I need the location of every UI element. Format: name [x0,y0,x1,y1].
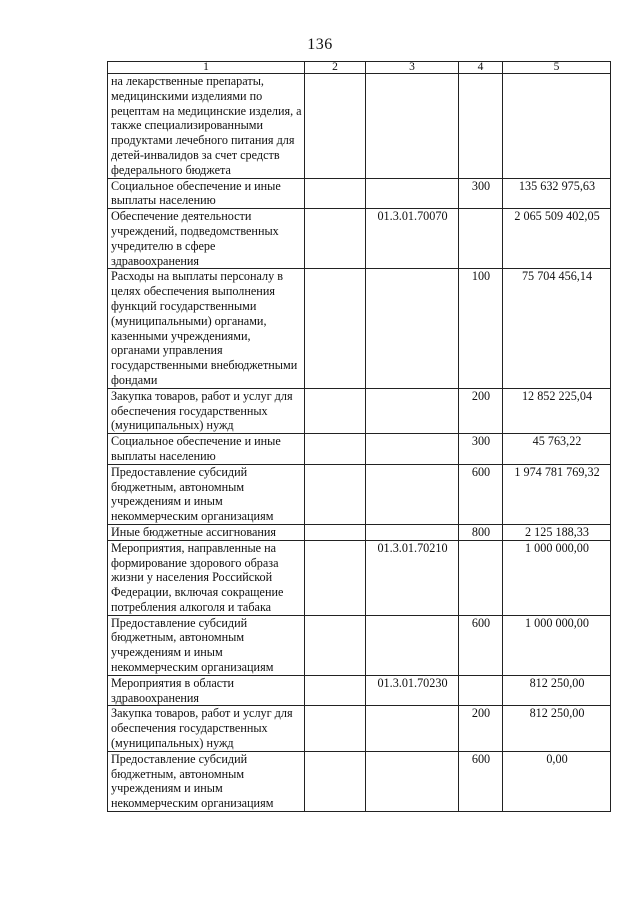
row-col2 [305,269,366,388]
header-col-4: 4 [459,62,503,74]
row-code: 01.3.01.70210 [366,540,459,615]
header-row [108,62,611,74]
row-col2 [305,74,366,179]
row-code [366,269,459,388]
table-row [108,706,611,751]
row-expense-type: 200 [459,388,503,433]
row-expense-type [459,74,503,179]
row-code [366,706,459,751]
row-amount: 2 125 188,33 [503,524,611,540]
row-name: Предоставление субсидий бюджетным, автономным учреждениям и иным некоммерческим организациям [108,464,305,524]
row-col2 [305,388,366,433]
row-name: Социальное обеспечение и иные выплаты населению [108,178,305,209]
table-row [108,178,611,209]
row-name: Расходы на выплаты персоналу в целях обеспечения выполнения функций государственными (муниципальными) органами, казенными учреждениями, органами управления государственными внебюджетными фондами [108,269,305,388]
row-expense-type: 200 [459,706,503,751]
row-code: 01.3.01.70070 [366,209,459,269]
row-code [366,74,459,179]
row-expense-type: 800 [459,524,503,540]
row-code [366,615,459,675]
row-name: Социальное обеспечение и иные выплаты населению [108,434,305,465]
row-code [366,388,459,433]
row-code: 01.3.01.70230 [366,675,459,706]
row-col2 [305,464,366,524]
table-row [108,615,611,675]
row-col2 [305,706,366,751]
row-expense-type [459,540,503,615]
row-amount: 1 000 000,00 [503,615,611,675]
header-col-1: 1 [108,62,305,74]
table-row [108,464,611,524]
row-name: на лекарственные препараты, медицинскими изделиями по рецептам на медицинские изделия, а также специализированными продуктами лечебного питания для детей-инвалидов за счет средств федерального бюджета [108,74,305,179]
row-amount: 1 000 000,00 [503,540,611,615]
row-expense-type [459,675,503,706]
row-amount: 1 974 781 769,32 [503,464,611,524]
row-amount: 812 250,00 [503,706,611,751]
header-col-2: 2 [305,62,366,74]
budget-table [107,61,611,812]
table-row [108,540,611,615]
row-amount: 45 763,22 [503,434,611,465]
row-code [366,464,459,524]
header-col-5: 5 [503,62,611,74]
row-expense-type: 600 [459,751,503,811]
row-col2 [305,751,366,811]
table-body [108,74,611,812]
row-name: Закупка товаров, работ и услуг для обеспечения государственных (муниципальных) нужд [108,388,305,433]
row-name: Предоставление субсидий бюджетным, автономным учреждениям и иным некоммерческим организациям [108,615,305,675]
row-name: Мероприятия, направленные на формирование здорового образа жизни у населения Российской Федерации, включая сокращение потребления алкоголя и табака [108,540,305,615]
row-expense-type [459,209,503,269]
row-amount: 12 852 225,04 [503,388,611,433]
row-name: Предоставление субсидий бюджетным, автономным учреждениям и иным некоммерческим организациям [108,751,305,811]
row-amount: 135 632 975,63 [503,178,611,209]
row-code [366,524,459,540]
row-code [366,434,459,465]
row-amount: 812 250,00 [503,675,611,706]
row-col2 [305,675,366,706]
table-row [108,269,611,388]
page-number: 136 [307,36,333,53]
row-col2 [305,524,366,540]
row-col2 [305,209,366,269]
table-row [108,675,611,706]
row-name: Иные бюджетные ассигнования [108,524,305,540]
row-name: Мероприятия в области здравоохранения [108,675,305,706]
row-expense-type: 600 [459,615,503,675]
row-expense-type: 300 [459,434,503,465]
row-code [366,178,459,209]
row-col2 [305,540,366,615]
row-amount [503,74,611,179]
table-row [108,434,611,465]
header-col-3: 3 [366,62,459,74]
row-name: Обеспечение деятельности учреждений, подведомственных учредителю в сфере здравоохранения [108,209,305,269]
row-col2 [305,615,366,675]
row-col2 [305,434,366,465]
table-row [108,524,611,540]
table-row [108,751,611,811]
row-expense-type: 600 [459,464,503,524]
row-name: Закупка товаров, работ и услуг для обеспечения государственных (муниципальных) нужд [108,706,305,751]
row-amount: 0,00 [503,751,611,811]
table-row [108,388,611,433]
table-row [108,209,611,269]
row-amount: 2 065 509 402,05 [503,209,611,269]
row-code [366,751,459,811]
table-header [108,62,611,74]
row-amount: 75 704 456,14 [503,269,611,388]
row-expense-type: 100 [459,269,503,388]
row-col2 [305,178,366,209]
table-row [108,74,611,179]
row-expense-type: 300 [459,178,503,209]
